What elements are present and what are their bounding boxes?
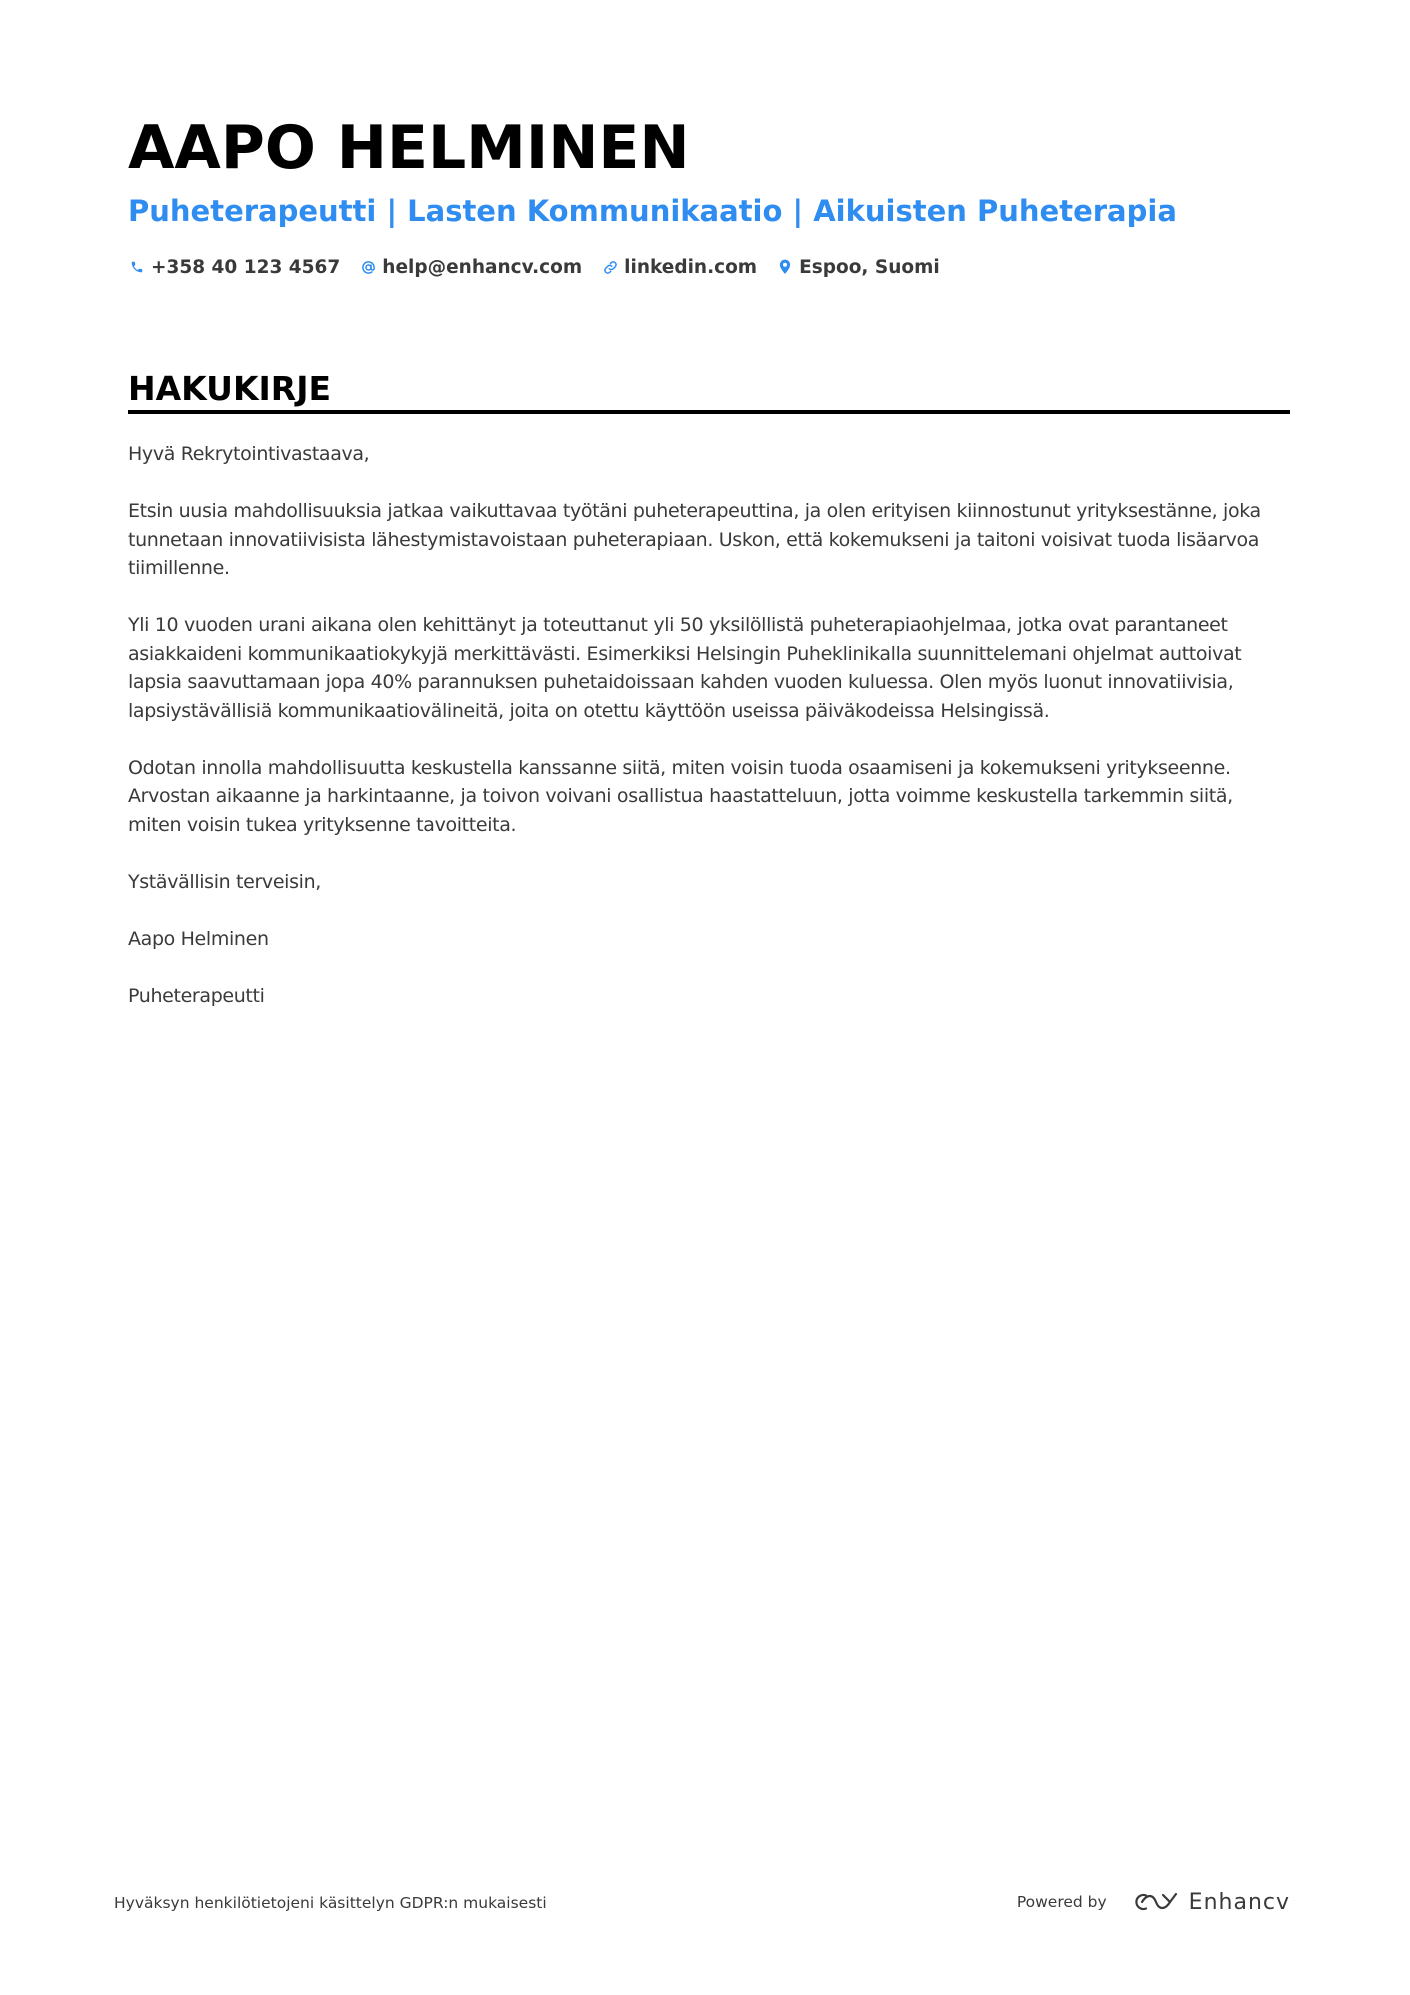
letter-paragraph: Odotan innolla mahdollisuutta keskustella kanssanne siitä, miten voisin tuoda osaamiseni ja kokemukseni yritykseenne. Arvostan aikaanne ja harkintaanne, ja toivon voivani osallistua haastatteluun, jotta voimme keskustella tarkemmin siitä, miten voisin tukea yrityksenne tavoitteita. [128, 756, 1233, 836]
closing: Ystävällisin terveisin, [128, 870, 321, 893]
location-text: Espoo, Suomi [799, 256, 940, 278]
powered-by-label: Powered by [1016, 1893, 1107, 1911]
contact-email[interactable] [359, 257, 582, 278]
enhancv-logo [1133, 1890, 1290, 1915]
signature-title: Puheterapeutti [128, 984, 265, 1007]
applicant-name: AAPO HELMINEN [128, 113, 690, 183]
letter-paragraph: Yli 10 vuoden urani aikana olen kehittänyt ja toteuttanut yli 50 yksilöllistä puheterapiaohjelmaa, jotka ovat parantaneet asiakkaideni kommunikaatiokykyjä merkittävästi. Esimerkiksi Helsingin Puheklinikalla suunnittelemani ohjelmat auttoivat lapsia saavuttamaan jopa 40% parannuksen puhetaidoissaan kahden vuoden kuluessa. Olen myös luonut innovatiivisia, lapsiystävällisiä kommunikaatiovälineitä, joita on otettu käyttöön useissa päiväkodeissa Helsingissä. [128, 614, 1242, 722]
at-icon [359, 258, 377, 276]
brand-name: Enhancv [1188, 1889, 1290, 1915]
letter-body [128, 440, 1290, 1039]
contact-linkedin[interactable] [601, 257, 757, 278]
headline: Puheterapeutti | Lasten Kommunikaatio | Aikuisten Puheterapia [128, 194, 1177, 228]
phone-icon [128, 258, 146, 276]
gdpr-consent: Hyväksyn henkilötietojeni käsittelyn GDPR:n mukaisesti [114, 1894, 547, 1912]
contact-phone[interactable] [128, 257, 340, 278]
section-title: HAKUKIRJE [128, 369, 332, 408]
signature-name: Aapo Helminen [128, 927, 269, 950]
letter-paragraph: Etsin uusia mahdollisuuksia jatkaa vaikuttavaa työtäni puheterapeuttina, ja olen erityisen kiinnostunut yrityksestänne, joka tunnetaan innovatiivisista lähestymistavoistaan puheterapiaan. Uskon, että kokemukseni ja taitoni voisivat tuoda lisäarvoa tiimillenne. [128, 500, 1261, 579]
section-divider [128, 410, 1290, 414]
contact-info [128, 252, 959, 282]
enhancv-logo-icon [1133, 1890, 1179, 1914]
salutation: Hyvä Rekrytointivastaava, [128, 443, 370, 465]
powered-by[interactable] [1017, 1884, 1290, 1920]
linkedin-text: linkedin.com [624, 256, 758, 278]
phone-text: +358 40 123 4567 [151, 256, 341, 278]
email-text: help@enhancv.com [382, 256, 583, 278]
contact-location [776, 257, 940, 278]
location-pin-icon [776, 258, 794, 276]
link-icon [601, 258, 619, 276]
